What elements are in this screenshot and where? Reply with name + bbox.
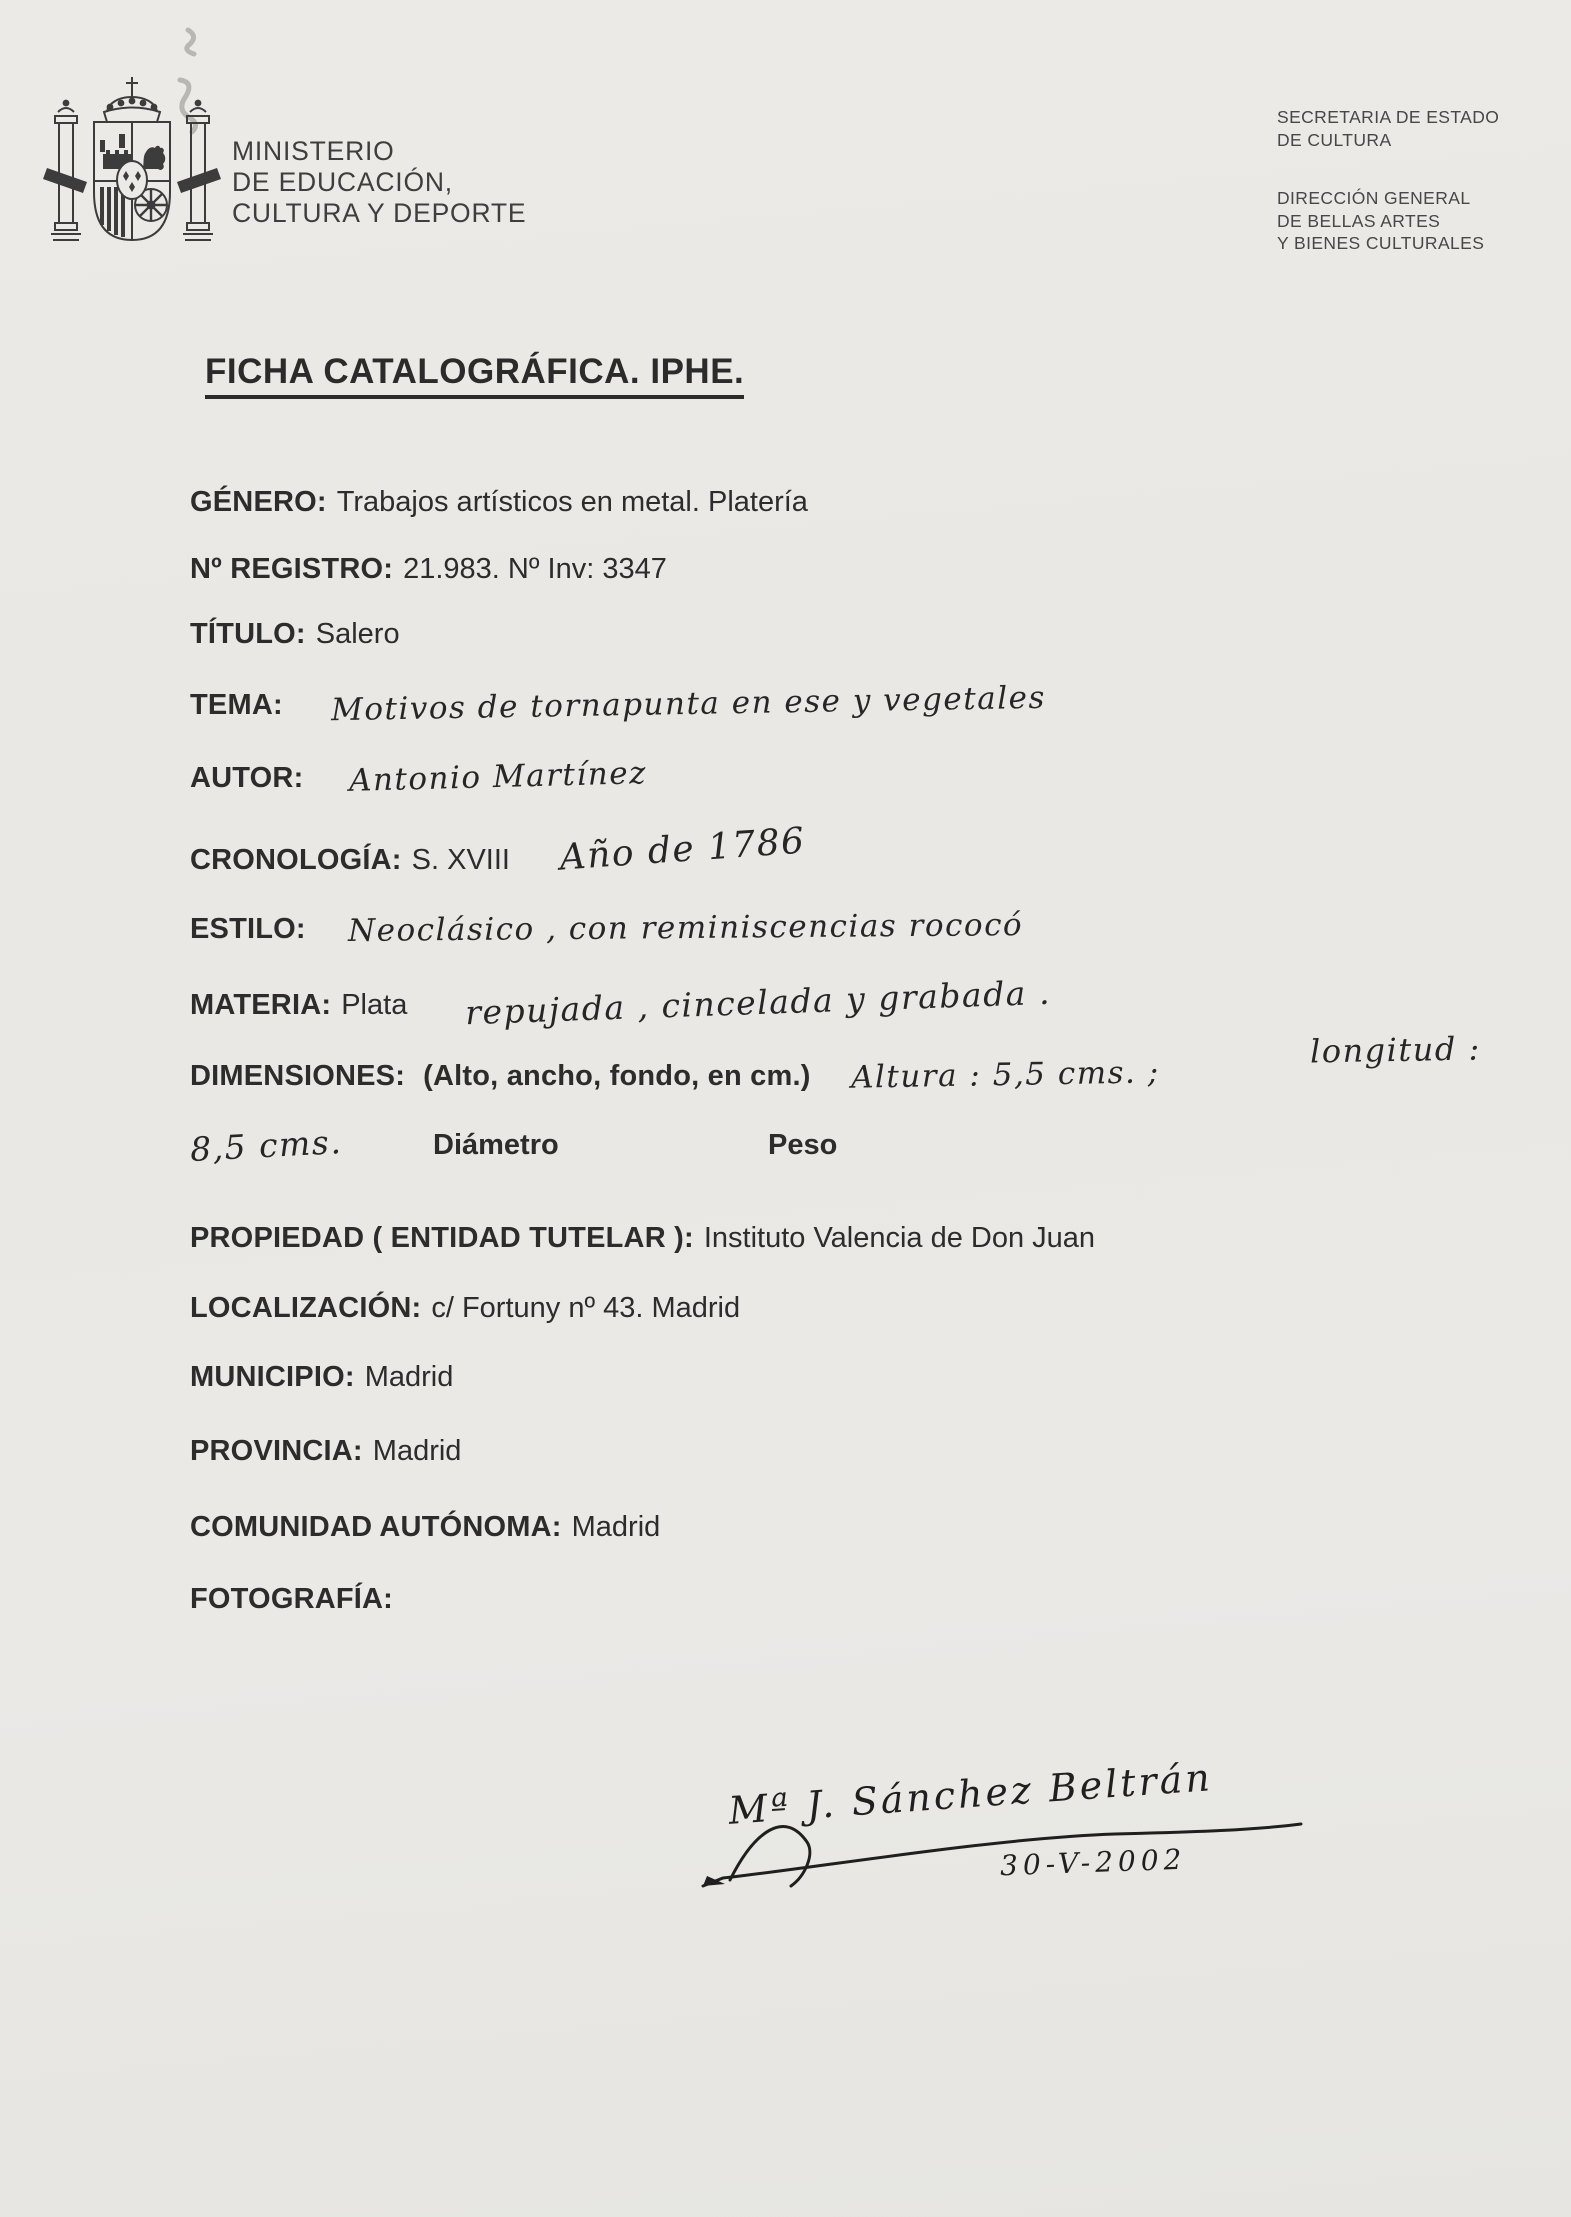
field-label: GÉNERO: — [190, 486, 327, 518]
field-label-diametro: Diámetro — [433, 1129, 559, 1161]
field-label: PROPIEDAD ( ENTIDAD TUTELAR ): — [190, 1222, 694, 1254]
field-estilo — [190, 907, 1024, 949]
field-materia — [190, 972, 1052, 1033]
field-municipio — [190, 1361, 453, 1394]
ministry-line: DE EDUCACIÓN, — [232, 167, 453, 197]
page-title: FICHA CATALOGRÁFICA. IPHE. — [205, 352, 744, 399]
field-label: TÍTULO: — [190, 618, 306, 650]
field-value: Madrid — [364, 1361, 454, 1393]
direccion-block: DIRECCIÓN GENERAL DE BELLAS ARTES Y BIENES CULTURALES — [1277, 188, 1485, 253]
field-label: Nº REGISTRO: — [190, 553, 394, 585]
department-letterhead — [1277, 106, 1499, 255]
handwritten-value: 8,5 cms. — [189, 1122, 344, 1169]
field-propiedad — [190, 1222, 1095, 1255]
handwritten-value: Altura : 5,5 cms. ; — [850, 1054, 1160, 1096]
field-genero — [190, 486, 808, 519]
field-dimensiones-line2 — [189, 1122, 838, 1169]
field-label-detail: (Alto, ancho, fondo, en cm.) — [423, 1060, 811, 1092]
field-value: Madrid — [372, 1435, 462, 1467]
field-titulo — [190, 618, 400, 651]
field-provincia — [190, 1435, 461, 1468]
field-label: FOTOGRAFÍA: — [190, 1583, 394, 1615]
field-localizacion — [190, 1292, 740, 1325]
field-autor — [190, 755, 648, 799]
field-label: ESTILO: — [190, 913, 306, 945]
handwritten-value: Neoclásico , con reminiscencias rococó — [347, 907, 1024, 949]
field-label-peso: Peso — [768, 1129, 838, 1161]
field-value: c/ Fortuny nº 43. Madrid — [431, 1292, 741, 1324]
field-label: PROVINCIA: — [190, 1435, 363, 1467]
spain-coat-of-arms-icon — [42, 72, 222, 272]
field-label: LOCALIZACIÓN: — [190, 1292, 422, 1324]
field-cronologia — [190, 820, 807, 879]
field-value: 21.983. Nº Inv: 3347 — [403, 553, 667, 585]
ministry-line: MINISTERIO — [232, 136, 395, 166]
handwritten-value: Antonio Martínez — [349, 755, 648, 799]
field-label: MUNICIPIO: — [190, 1361, 355, 1393]
field-value: Madrid — [571, 1511, 661, 1543]
field-dimensiones — [190, 1029, 1482, 1096]
field-registro — [190, 553, 667, 586]
handwritten-value: Año de 1786 — [558, 820, 807, 879]
field-label: AUTOR: — [190, 762, 304, 794]
field-comunidad-autonoma — [190, 1511, 660, 1544]
field-label: MATERIA: — [190, 989, 332, 1021]
field-label: COMUNIDAD AUTÓNOMA: — [190, 1511, 562, 1543]
field-label: DIMENSIONES: — [190, 1060, 406, 1092]
field-value: Trabajos artísticos en metal. Platería — [336, 486, 808, 518]
field-label: TEMA: — [190, 689, 283, 721]
handwritten-value: repujada , cincelada y grabada . — [464, 972, 1052, 1033]
field-value: Instituto Valencia de Don Juan — [703, 1222, 1096, 1254]
field-label: CRONOLOGÍA: — [190, 844, 402, 876]
signature-name: Mª J. Sánchez Beltrán — [727, 1755, 1215, 1833]
field-value: Salero — [315, 618, 400, 650]
field-value: S. XVIII — [411, 844, 510, 876]
signature-flourish — [695, 1790, 1315, 1900]
handwritten-value-overflow: longitud : — [1309, 1029, 1482, 1071]
field-value: Plata — [341, 989, 408, 1021]
field-tema — [190, 679, 1046, 729]
secretaria-block: SECRETARIA DE ESTADO DE CULTURA — [1277, 107, 1500, 150]
ministry-letterhead — [232, 136, 526, 229]
handwritten-value: Motivos de tornapunta en ese y vegetales — [330, 679, 1046, 729]
ministry-line: CULTURA Y DEPORTE — [232, 198, 527, 228]
field-fotografia — [190, 1583, 393, 1616]
signature-date: 30-V-2002 — [999, 1842, 1187, 1883]
